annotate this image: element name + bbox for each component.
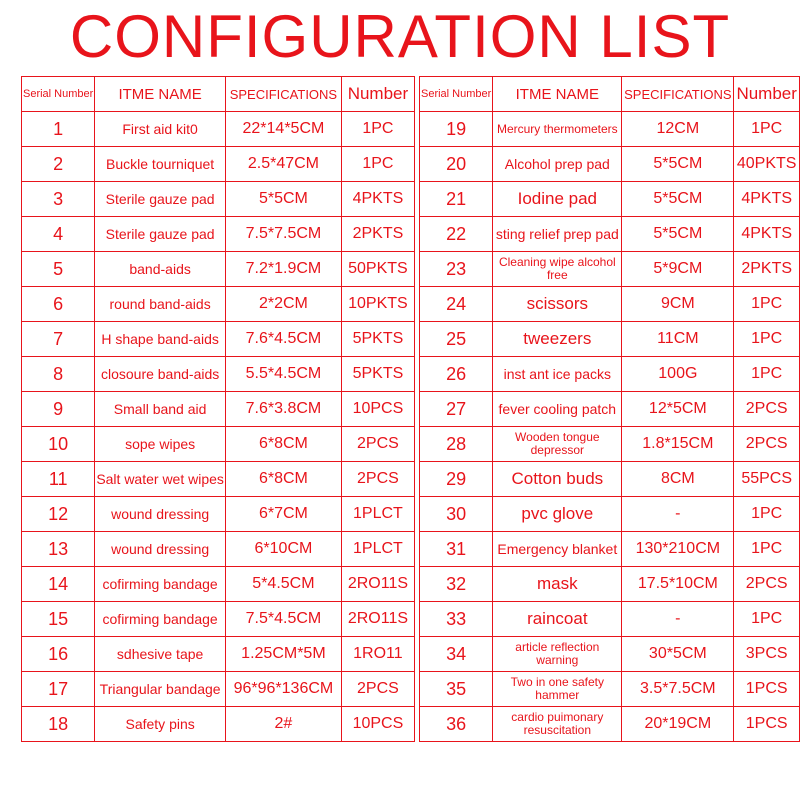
specification-cell: 96*96*136CM — [225, 672, 341, 707]
header-specifications: SPECIFICATIONS — [225, 77, 341, 112]
serial-cell: 24 — [420, 287, 493, 322]
item-name-cell: band-aids — [95, 252, 226, 287]
item-name-cell: mask — [493, 567, 622, 602]
number-cell: 4PKTS — [734, 182, 800, 217]
specification-cell: 6*7CM — [225, 497, 341, 532]
table-row — [22, 707, 415, 742]
specification-cell: - — [622, 497, 734, 532]
specification-cell: 8CM — [622, 462, 734, 497]
number-cell: 1PLCT — [341, 532, 414, 567]
header-row — [22, 77, 415, 112]
specification-cell: 17.5*10CM — [622, 567, 734, 602]
serial-cell: 31 — [420, 532, 493, 567]
table-row — [420, 427, 800, 462]
specification-cell: 5*5CM — [622, 147, 734, 182]
specification-cell: 5*5CM — [225, 182, 341, 217]
specification-cell: 12*5CM — [622, 392, 734, 427]
specification-cell: 30*5CM — [622, 637, 734, 672]
table-row — [22, 497, 415, 532]
serial-cell: 36 — [420, 707, 493, 742]
serial-cell: 22 — [420, 217, 493, 252]
table-row — [22, 217, 415, 252]
number-cell: 1PC — [734, 497, 800, 532]
item-name-cell: Iodine pad — [493, 182, 622, 217]
item-name-cell: closoure band-aids — [95, 357, 226, 392]
table-row — [22, 462, 415, 497]
serial-cell: 15 — [22, 602, 95, 637]
specification-cell: 6*10CM — [225, 532, 341, 567]
item-name-cell: Mercury thermometers — [493, 112, 622, 147]
specification-cell: - — [622, 602, 734, 637]
table-row — [420, 112, 800, 147]
number-cell: 1PCS — [734, 707, 800, 742]
number-cell: 5PKTS — [341, 322, 414, 357]
table-row — [420, 672, 800, 707]
item-name-cell: Safety pins — [95, 707, 226, 742]
item-name-cell: Cotton buds — [493, 462, 622, 497]
item-name-cell: sdhesive tape — [95, 637, 226, 672]
item-name-cell: round band-aids — [95, 287, 226, 322]
item-name-cell: Small band aid — [95, 392, 226, 427]
specification-cell: 12CM — [622, 112, 734, 147]
number-cell: 4PKTS — [734, 217, 800, 252]
serial-cell: 18 — [22, 707, 95, 742]
item-name-cell: sope wipes — [95, 427, 226, 462]
number-cell: 10PCS — [341, 707, 414, 742]
specification-cell: 20*19CM — [622, 707, 734, 742]
specification-cell: 2# — [225, 707, 341, 742]
table-row — [22, 427, 415, 462]
header-serial: Serial Number — [22, 77, 95, 112]
serial-cell: 10 — [22, 427, 95, 462]
number-cell: 2PCS — [341, 462, 414, 497]
item-name-cell: fever cooling patch — [493, 392, 622, 427]
table-row — [420, 392, 800, 427]
item-name-cell: H shape band-aids — [95, 322, 226, 357]
specification-cell: 7.6*3.8CM — [225, 392, 341, 427]
specification-cell: 7.5*7.5CM — [225, 217, 341, 252]
item-name-cell: wound dressing — [95, 497, 226, 532]
number-cell: 2RO11S — [341, 567, 414, 602]
table-row — [22, 357, 415, 392]
number-cell: 10PCS — [341, 392, 414, 427]
number-cell: 1PC — [734, 602, 800, 637]
item-name-cell: Sterile gauze pad — [95, 217, 226, 252]
number-cell: 10PKTS — [341, 287, 414, 322]
specification-cell: 7.2*1.9CM — [225, 252, 341, 287]
item-name-cell: cofirming bandage — [95, 602, 226, 637]
item-name-cell: Salt water wet wipes — [95, 462, 226, 497]
serial-cell: 32 — [420, 567, 493, 602]
number-cell: 2PCS — [341, 672, 414, 707]
specification-cell: 6*8CM — [225, 462, 341, 497]
table-row — [22, 567, 415, 602]
serial-cell: 5 — [22, 252, 95, 287]
item-name-cell: Two in one safety hammer — [493, 672, 622, 707]
table-row — [22, 147, 415, 182]
number-cell: 3PCS — [734, 637, 800, 672]
specification-cell: 7.6*4.5CM — [225, 322, 341, 357]
number-cell: 2PCS — [341, 427, 414, 462]
specification-cell: 22*14*5CM — [225, 112, 341, 147]
table-row — [22, 112, 415, 147]
specification-cell: 11CM — [622, 322, 734, 357]
table-row — [420, 462, 800, 497]
serial-cell: 6 — [22, 287, 95, 322]
item-name-cell: inst ant ice packs — [493, 357, 622, 392]
number-cell: 55PCS — [734, 462, 800, 497]
number-cell: 1PC — [734, 322, 800, 357]
serial-cell: 11 — [22, 462, 95, 497]
table-row — [420, 707, 800, 742]
specification-cell: 5*4.5CM — [225, 567, 341, 602]
table-row — [420, 532, 800, 567]
item-name-cell: Triangular bandage — [95, 672, 226, 707]
specification-cell: 7.5*4.5CM — [225, 602, 341, 637]
serial-cell: 3 — [22, 182, 95, 217]
header-specifications: SPECIFICATIONS — [622, 77, 734, 112]
number-cell: 2PCS — [734, 427, 800, 462]
table-row — [22, 322, 415, 357]
number-cell: 2PKTS — [734, 252, 800, 287]
item-name-cell: Wooden tongue depressor — [493, 427, 622, 462]
header-item-name: ITME NAME — [95, 77, 226, 112]
serial-cell: 27 — [420, 392, 493, 427]
number-cell: 1PC — [341, 112, 414, 147]
item-name-cell: cofirming bandage — [95, 567, 226, 602]
serial-cell: 9 — [22, 392, 95, 427]
config-table-left — [21, 76, 415, 742]
item-name-cell: cardio puimonary resuscitation — [493, 707, 622, 742]
number-cell: 2RO11S — [341, 602, 414, 637]
serial-cell: 4 — [22, 217, 95, 252]
number-cell: 1PC — [734, 112, 800, 147]
table-row — [420, 602, 800, 637]
item-name-cell: Cleaning wipe alcohol free — [493, 252, 622, 287]
table-row — [22, 532, 415, 567]
table-row — [22, 252, 415, 287]
serial-cell: 26 — [420, 357, 493, 392]
header-serial: Serial Number — [420, 77, 493, 112]
number-cell: 1PC — [734, 287, 800, 322]
table-row — [22, 637, 415, 672]
item-name-cell: raincoat — [493, 602, 622, 637]
table-row — [420, 252, 800, 287]
item-name-cell: sting relief prep pad — [493, 217, 622, 252]
specification-cell: 5*5CM — [622, 182, 734, 217]
header-number: Number — [341, 77, 414, 112]
specification-cell: 2*2CM — [225, 287, 341, 322]
table-row — [420, 497, 800, 532]
specification-cell: 5*9CM — [622, 252, 734, 287]
serial-cell: 21 — [420, 182, 493, 217]
serial-cell: 8 — [22, 357, 95, 392]
serial-cell: 28 — [420, 427, 493, 462]
specification-cell: 5*5CM — [622, 217, 734, 252]
item-name-cell: First aid kit0 — [95, 112, 226, 147]
number-cell: 1PC — [341, 147, 414, 182]
header-row — [420, 77, 800, 112]
serial-cell: 12 — [22, 497, 95, 532]
table-row — [420, 182, 800, 217]
number-cell: 4PKTS — [341, 182, 414, 217]
table-row — [22, 182, 415, 217]
table-row — [420, 217, 800, 252]
specification-cell: 6*8CM — [225, 427, 341, 462]
table-row — [420, 567, 800, 602]
serial-cell: 20 — [420, 147, 493, 182]
serial-cell: 34 — [420, 637, 493, 672]
serial-cell: 35 — [420, 672, 493, 707]
item-name-cell: article reflection warning — [493, 637, 622, 672]
number-cell: 40PKTS — [734, 147, 800, 182]
specification-cell: 100G — [622, 357, 734, 392]
table-row — [420, 287, 800, 322]
serial-cell: 30 — [420, 497, 493, 532]
serial-cell: 16 — [22, 637, 95, 672]
number-cell: 1RO11 — [341, 637, 414, 672]
serial-cell: 29 — [420, 462, 493, 497]
number-cell: 1PLCT — [341, 497, 414, 532]
number-cell: 50PKTS — [341, 252, 414, 287]
table-row — [420, 147, 800, 182]
number-cell: 2PKTS — [341, 217, 414, 252]
specification-cell: 130*210CM — [622, 532, 734, 567]
item-name-cell: tweezers — [493, 322, 622, 357]
item-name-cell: pvc glove — [493, 497, 622, 532]
serial-cell: 25 — [420, 322, 493, 357]
table-row — [22, 672, 415, 707]
number-cell: 1PCS — [734, 672, 800, 707]
item-name-cell: Sterile gauze pad — [95, 182, 226, 217]
item-name-cell: Emergency blanket — [493, 532, 622, 567]
page-title: CONFIGURATION LIST — [69, 3, 731, 70]
serial-cell: 17 — [22, 672, 95, 707]
specification-cell: 1.8*15CM — [622, 427, 734, 462]
specification-cell: 3.5*7.5CM — [622, 672, 734, 707]
serial-cell: 1 — [22, 112, 95, 147]
header-number: Number — [734, 77, 800, 112]
number-cell: 2PCS — [734, 392, 800, 427]
item-name-cell: Alcohol prep pad — [493, 147, 622, 182]
specification-cell: 1.25CM*5M — [225, 637, 341, 672]
specification-cell: 9CM — [622, 287, 734, 322]
serial-cell: 33 — [420, 602, 493, 637]
table-row — [22, 392, 415, 427]
serial-cell: 14 — [22, 567, 95, 602]
item-name-cell: Buckle tourniquet — [95, 147, 226, 182]
table-row — [22, 602, 415, 637]
table-row — [420, 322, 800, 357]
item-name-cell: scissors — [493, 287, 622, 322]
serial-cell: 13 — [22, 532, 95, 567]
table-row — [420, 637, 800, 672]
serial-cell: 7 — [22, 322, 95, 357]
specification-cell: 2.5*47CM — [225, 147, 341, 182]
header-item-name: ITME NAME — [493, 77, 622, 112]
number-cell: 2PCS — [734, 567, 800, 602]
item-name-cell: wound dressing — [95, 532, 226, 567]
table-row — [22, 287, 415, 322]
serial-cell: 23 — [420, 252, 493, 287]
number-cell: 1PC — [734, 357, 800, 392]
serial-cell: 19 — [420, 112, 493, 147]
config-table-right — [419, 76, 800, 742]
table-row — [420, 357, 800, 392]
number-cell: 5PKTS — [341, 357, 414, 392]
number-cell: 1PC — [734, 532, 800, 567]
specification-cell: 5.5*4.5CM — [225, 357, 341, 392]
serial-cell: 2 — [22, 147, 95, 182]
